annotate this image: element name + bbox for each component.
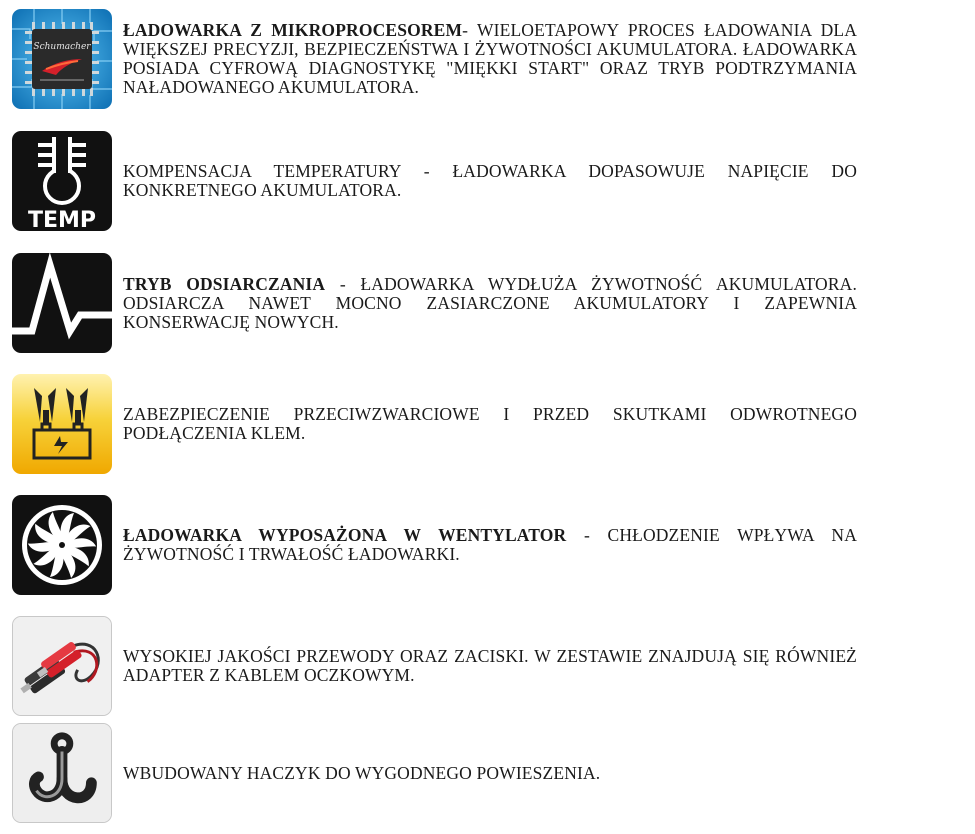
microprocessor-chip-icon: [12, 9, 112, 109]
battery-clamps-icon: [12, 374, 112, 474]
chip-label: Schumacher: [33, 42, 91, 52]
feature-title: TRYB ODSIARCZANIA: [123, 273, 326, 294]
feature-description: [123, 162, 857, 200]
fan-icon: [12, 495, 112, 595]
feature-body: - ŁADOWARKA WYDŁUŻA ŻYWOTNOŚĆ AKUMULATORA. ODSIARCZA NAWET MOCNO ZASIARCZONE AKUMULATORY I ZAPEWNIA KONSERWACJĘ NOWYCH.: [123, 273, 857, 332]
feature-description: [123, 526, 857, 564]
feature-microprocessor: [12, 9, 857, 109]
feature-fan: [12, 495, 857, 595]
feature-body: - WIELOETAPOWY PROCES ŁADOWANIA DLA WIĘKSZEJ PRECYZJI, BEZPIECZEŃSTWA I ŻYWOTNOŚCI AKUMULATORA. ŁADOWARKA POSIADA CYFROWĄ DIAGNOSTYKĘ "MIĘKKI START" ORAZ TRYB PODTRZYMANIA NAŁADOWANEGO AKUMULATORA.: [123, 20, 857, 97]
hook-icon: [12, 723, 112, 823]
feature-body: - CHŁODZENIE WPŁYWA NA ŻYWOTNOŚĆ I TRWAŁOŚĆ ŁADOWARKI.: [123, 525, 857, 564]
pulse-wave-icon: [12, 253, 112, 353]
feature-description: [123, 275, 857, 332]
feature-description: [123, 764, 857, 783]
feature-description: [123, 405, 857, 443]
feature-body: ZABEZPIECZENIE PRZECIWZWARCIOWE I PRZED SKUTKAMI ODWROTNEGO PODŁĄCZENIA KLEM.: [123, 404, 857, 443]
feature-description: [123, 21, 857, 97]
feature-body: KOMPENSACJA TEMPERATURY - ŁADOWARKA DOPASOWUJE NAPIĘCIE DO KONKRETNEGO AKUMULATORA.: [123, 161, 857, 200]
temperature-icon: [12, 131, 112, 231]
temp-label: TEMP: [27, 208, 97, 231]
feature-short-circuit-protection: [12, 374, 857, 474]
feature-title: ŁADOWARKA Z MIKROPROCESOREM: [123, 20, 463, 40]
feature-body: WYSOKIEJ JAKOŚCI PRZEWODY ORAZ ZACISKI. W ZESTAWIE ZNAJDUJĄ SIĘ RÓWNIEŻ ADAPTER Z KABLEM OCZKOWYM.: [123, 646, 857, 685]
feature-description: [123, 647, 857, 685]
cable-clamps-icon: [12, 616, 112, 716]
feature-title: ŁADOWARKA WYPOSAŻONA W WENTYLATOR: [123, 525, 567, 545]
feature-body: WBUDOWANY HACZYK DO WYGODNEGO POWIESZENIA.: [123, 762, 601, 783]
feature-hook: [12, 723, 857, 823]
feature-cables: [12, 616, 857, 716]
feature-temperature: [12, 131, 857, 231]
feature-desulfation: [12, 253, 857, 353]
